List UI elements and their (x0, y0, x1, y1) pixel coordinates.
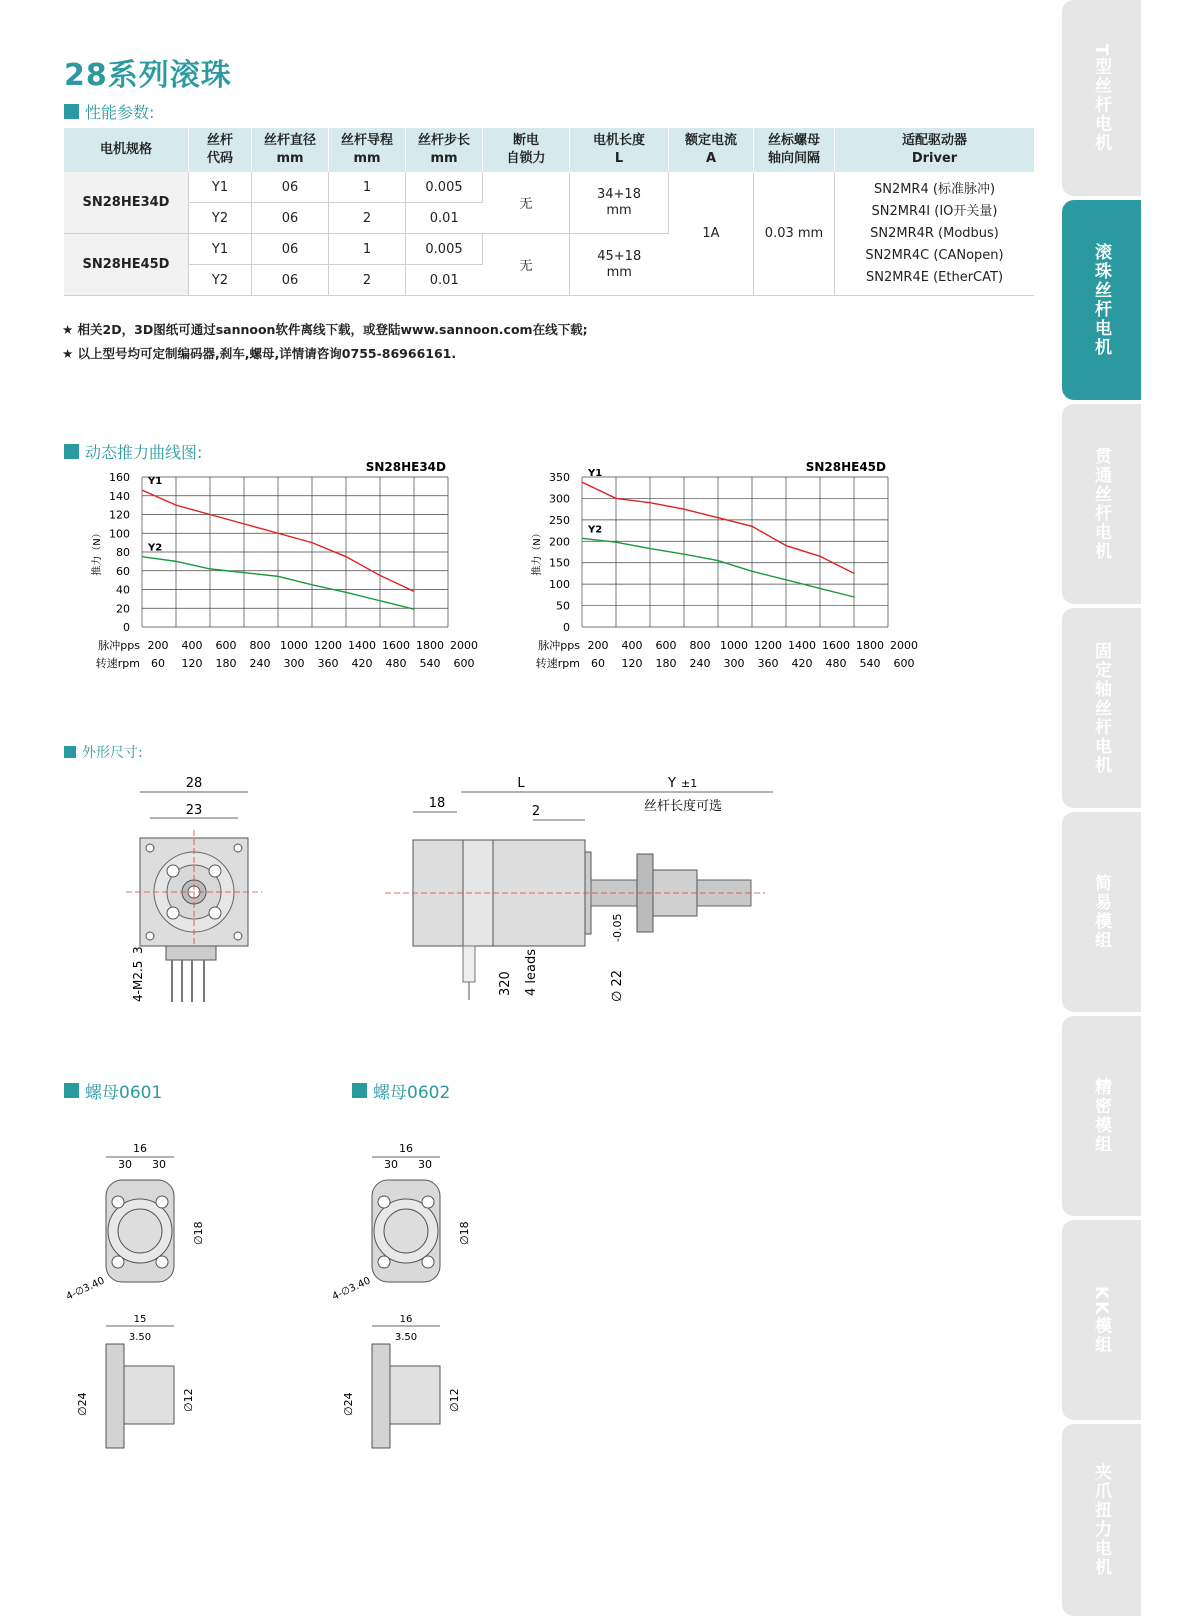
nut-body-dia: ∅12 (448, 1388, 461, 1412)
nut-0601-drawing (62, 1130, 222, 1450)
code-cell: Y2 (189, 265, 252, 296)
y-tick-label: 160 (109, 471, 130, 484)
tab-ball-screw-motor[interactable]: 滚珠丝杆电机 (1062, 200, 1141, 400)
x-tick-label-rpm: 360 (757, 657, 779, 670)
mount-hole (167, 865, 179, 877)
corner-hole (234, 932, 242, 940)
x-tick-label-pps: 1800 (856, 639, 884, 652)
y-tick-label: 60 (116, 564, 130, 578)
x-tick-label-pps: 400 (621, 639, 643, 652)
nut-flange-dia: ∅24 (76, 1392, 89, 1416)
x-tick-label-rpm: 60 (151, 657, 165, 670)
lead-length: 320 (498, 971, 513, 996)
col-header: 适配驱动器 Driver (835, 128, 1035, 172)
x-tick-label-pps: 1600 (382, 639, 410, 652)
selflock-cell: 无 (483, 172, 570, 234)
tab-through-screw-motor[interactable]: 贯通丝杆电机 (1062, 404, 1141, 604)
note-line: ★ 相关2D，3D图纸可通过sannoon软件离线下载，或登陆www.sannoon.com在线下载; (62, 322, 588, 337)
nut-hole (378, 1196, 390, 1208)
corner-hole (146, 932, 154, 940)
model-cell: SN28HE45D (64, 234, 189, 296)
section-nut-0601: 螺母0601 (64, 1078, 162, 1103)
lead-connector (166, 946, 216, 960)
y-tick-label: 100 (109, 527, 130, 541)
series-label-y2: Y2 (148, 542, 163, 554)
nut-angle: 30 (118, 1158, 132, 1171)
x-tick-label-pps: 400 (181, 639, 203, 652)
step-cell: 0.005 (406, 172, 483, 203)
tab-fixed-shaft-motor[interactable]: 固定轴丝杆电机 (1062, 608, 1141, 808)
y-axis-label: 推力（N） (92, 528, 103, 576)
col-header: 丝杆导程 mm (329, 128, 406, 172)
x-axis-label-rpm: 转速rpm (535, 657, 580, 670)
nut-angle: 30 (384, 1158, 398, 1171)
nut-length: 16 (399, 1314, 413, 1325)
y-tick-label: 80 (116, 546, 130, 559)
driver-cell (835, 172, 1035, 296)
y-tick-label: 40 (116, 583, 130, 597)
nut-side-flange (372, 1344, 390, 1448)
nut-angle: 30 (418, 1158, 432, 1171)
code-cell: Y1 (189, 234, 252, 265)
x-tick-label-rpm: 180 (215, 657, 237, 670)
y-tick-label: 200 (549, 535, 570, 549)
nut-side-body (124, 1366, 174, 1424)
nut-hole-spec: 4-∅3.40 (64, 1275, 107, 1303)
dim-L: L (517, 776, 525, 791)
x-tick-label-pps: 1200 (754, 639, 782, 652)
nut-flange-thick: 3.50 (128, 1332, 152, 1343)
x-tick-label-pps: 200 (587, 639, 609, 652)
x-tick-label-rpm: 540 (859, 657, 881, 670)
thrust-chart-34d (88, 455, 488, 690)
x-tick-label-pps: 1400 (348, 639, 376, 652)
thrust-chart-45d (528, 455, 928, 690)
col-header: 丝标螺母 轴向间隔 (754, 128, 835, 172)
tab-precision-module[interactable]: 精密模组 (1062, 1016, 1141, 1216)
front-view-drawing (120, 770, 270, 1010)
nut-angle: 30 (152, 1158, 166, 1171)
y-tick-label: 0 (563, 621, 570, 634)
section-nut-0602: 螺母0602 (352, 1078, 450, 1103)
length-cell: 34+18 mm (570, 172, 669, 234)
driver-item: SN2MR4R (Modbus) (870, 225, 999, 241)
x-tick-label-pps: 2000 (890, 639, 918, 652)
table-row (64, 172, 1034, 203)
nut-width: 16 (399, 1142, 413, 1155)
dia-cell: 06 (252, 265, 329, 296)
side-view-drawing (385, 770, 795, 1010)
motor-end-cap (413, 840, 463, 946)
dim-23: 23 (185, 803, 203, 818)
code-cell: Y2 (189, 203, 252, 234)
col-header: 丝杆 代码 (189, 128, 252, 172)
x-tick-label-rpm: 120 (621, 657, 643, 670)
y-axis-label: 推力（N） (532, 528, 543, 576)
nut-0602-drawing (328, 1130, 488, 1450)
x-tick-label-pps: 800 (689, 639, 711, 652)
lead-count: 4 leads (524, 948, 539, 996)
nut-hole (422, 1196, 434, 1208)
x-tick-label-rpm: 60 (591, 657, 605, 670)
lead-outlet (463, 946, 475, 982)
driver-item: SN2MR4 (标准脉冲) (873, 181, 996, 197)
x-tick-label-rpm: 480 (385, 657, 407, 670)
dim-Y: Y (668, 776, 676, 791)
x-tick-label-rpm: 420 (351, 657, 373, 670)
code-cell: Y1 (189, 172, 252, 203)
x-tick-label-pps: 1400 (788, 639, 816, 652)
nut-hole (156, 1196, 168, 1208)
dia-cell: 06 (252, 234, 329, 265)
nut-bore-dia: ∅18 (458, 1221, 471, 1245)
mount-hole (167, 907, 179, 919)
x-tick-label-rpm: 600 (893, 657, 915, 670)
section-dims: 外形尺寸: (64, 742, 143, 762)
chart-title: SN28HE45D (805, 460, 886, 474)
dia-cell: 06 (252, 172, 329, 203)
x-tick-label-pps: 200 (147, 639, 169, 652)
lead-cell: 1 (329, 234, 406, 265)
nut-bore-inner (118, 1209, 162, 1253)
x-tick-label-rpm: 120 (181, 657, 203, 670)
y-tick-label: 100 (549, 578, 570, 592)
nut-side-body (390, 1366, 440, 1424)
tab-gripper-motor[interactable]: 夹爪扭力电机 (1062, 1424, 1141, 1616)
nut-flange-dia: ∅24 (342, 1392, 355, 1416)
series-label-y1: Y1 (588, 468, 603, 480)
x-axis-label-pps: 脉冲pps (538, 639, 580, 652)
tab-kk-module[interactable]: KK模组 (1062, 1220, 1141, 1420)
x-tick-label-pps: 600 (215, 639, 237, 652)
nut-hole (422, 1256, 434, 1268)
section-thrust: 动态推力曲线图: (64, 440, 202, 463)
col-header: 额定电流 A (669, 128, 754, 172)
gap-cell: 0.03 mm (754, 172, 835, 296)
x-axis-label-rpm: 转速rpm (95, 657, 140, 670)
y-tick-label: 50 (556, 599, 570, 613)
series-label-y1: Y1 (148, 476, 163, 488)
note-line: ★ 以上型号均可定制编码器,刹车,螺母,详情请咨询0755-86966161. (62, 346, 457, 361)
col-header: 电机长度 L (570, 128, 669, 172)
x-tick-label-pps: 600 (655, 639, 677, 652)
x-tick-label-rpm: 240 (689, 657, 711, 670)
nut-hole (112, 1196, 124, 1208)
corner-hole (234, 844, 242, 852)
tab-simple-module[interactable]: 简易模组 (1062, 812, 1141, 1012)
step-cell: 0.01 (406, 203, 483, 234)
screw-length-note: 丝杆长度可选 (643, 799, 723, 814)
nut-hole (156, 1256, 168, 1268)
x-axis-label-pps: 脉冲pps (98, 639, 140, 652)
col-header: 断电 自锁力 (483, 128, 570, 172)
x-tick-label-pps: 1000 (280, 639, 308, 652)
x-tick-label-pps: 800 (249, 639, 271, 652)
nut-length: 15 (133, 1314, 147, 1325)
dia-cell: 06 (252, 203, 329, 234)
col-header: 电机规格 (64, 128, 189, 172)
mount-hole (209, 865, 221, 877)
corner-hole (146, 844, 154, 852)
col-header: 丝杆直径 mm (252, 128, 329, 172)
dim-Y-tol: ±1 (681, 777, 698, 790)
x-tick-label-rpm: 480 (825, 657, 847, 670)
x-tick-label-rpm: 180 (655, 657, 677, 670)
nut-width: 16 (133, 1142, 147, 1155)
table-header-row (64, 128, 1034, 172)
tab-t-screw-motor[interactable]: T型丝杆电机 (1062, 0, 1141, 196)
x-tick-label-rpm: 360 (317, 657, 339, 670)
model-cell: SN28HE34D (64, 172, 189, 234)
nut-bore-inner (384, 1209, 428, 1253)
series-label-y2: Y2 (588, 524, 603, 536)
x-tick-label-pps: 2000 (450, 639, 478, 652)
x-tick-label-pps: 1000 (720, 639, 748, 652)
x-tick-label-rpm: 240 (249, 657, 271, 670)
chart-title: SN28HE34D (365, 460, 446, 474)
hole-spec: 4-M2.5 (131, 960, 145, 1002)
driver-item: SN2MR4E (EtherCAT) (865, 269, 1004, 285)
nut-bore-dia: ∅18 (192, 1221, 205, 1245)
mount-hole (209, 907, 221, 919)
x-tick-label-rpm: 420 (791, 657, 813, 670)
nut-hole-spec: 4-∅3.40 (330, 1275, 373, 1303)
y-tick-label: 20 (116, 602, 130, 616)
x-tick-label-rpm: 300 (723, 657, 745, 670)
y-tick-label: 0 (123, 621, 130, 634)
category-tabs (1062, 0, 1142, 1616)
spec-table (64, 128, 1034, 296)
nut-body-dia: ∅12 (182, 1388, 195, 1412)
col-header: 丝杆步长 mm (406, 128, 483, 172)
page-title: 28系列滚珠 (64, 58, 232, 93)
selflock-cell: 无 (483, 234, 570, 296)
x-tick-label-pps: 1600 (822, 639, 850, 652)
driver-item: SN2MR4I (IO开关量) (871, 203, 998, 219)
lead-cell: 2 (329, 265, 406, 296)
nut-side-flange (106, 1344, 124, 1448)
nut-hole (112, 1256, 124, 1268)
y-tick-label: 350 (549, 471, 570, 484)
lead-cell: 1 (329, 172, 406, 203)
length-cell: 45+18 mm (570, 234, 669, 296)
step-cell: 0.01 (406, 265, 483, 296)
flange-diameter-tol: -0.05 (611, 913, 624, 942)
x-tick-label-rpm: 600 (453, 657, 475, 670)
lead-cell: 2 (329, 203, 406, 234)
flange-diameter: ∅ 22 (610, 970, 625, 1002)
step-cell: 0.005 (406, 234, 483, 265)
driver-item: SN2MR4C (CANopen) (865, 247, 1004, 263)
dim-2: 2 (531, 804, 541, 819)
x-tick-label-pps: 1800 (416, 639, 444, 652)
y-tick-label: 150 (549, 556, 570, 570)
section-performance: 性能参数: (64, 100, 154, 123)
y-tick-label: 300 (549, 492, 570, 506)
notes (62, 318, 588, 366)
y-tick-label: 140 (109, 489, 130, 503)
current-cell: 1A (669, 172, 754, 296)
y-tick-label: 120 (109, 508, 130, 522)
x-tick-label-rpm: 540 (419, 657, 441, 670)
x-tick-label-pps: 1200 (314, 639, 342, 652)
dim-18: 18 (428, 796, 446, 811)
nut-flange-thick: 3.50 (394, 1332, 418, 1343)
y-tick-label: 250 (549, 513, 570, 527)
hole-depth: 3 (131, 946, 145, 954)
x-tick-label-rpm: 300 (283, 657, 305, 670)
nut-hole (378, 1256, 390, 1268)
dim-28: 28 (185, 776, 203, 791)
